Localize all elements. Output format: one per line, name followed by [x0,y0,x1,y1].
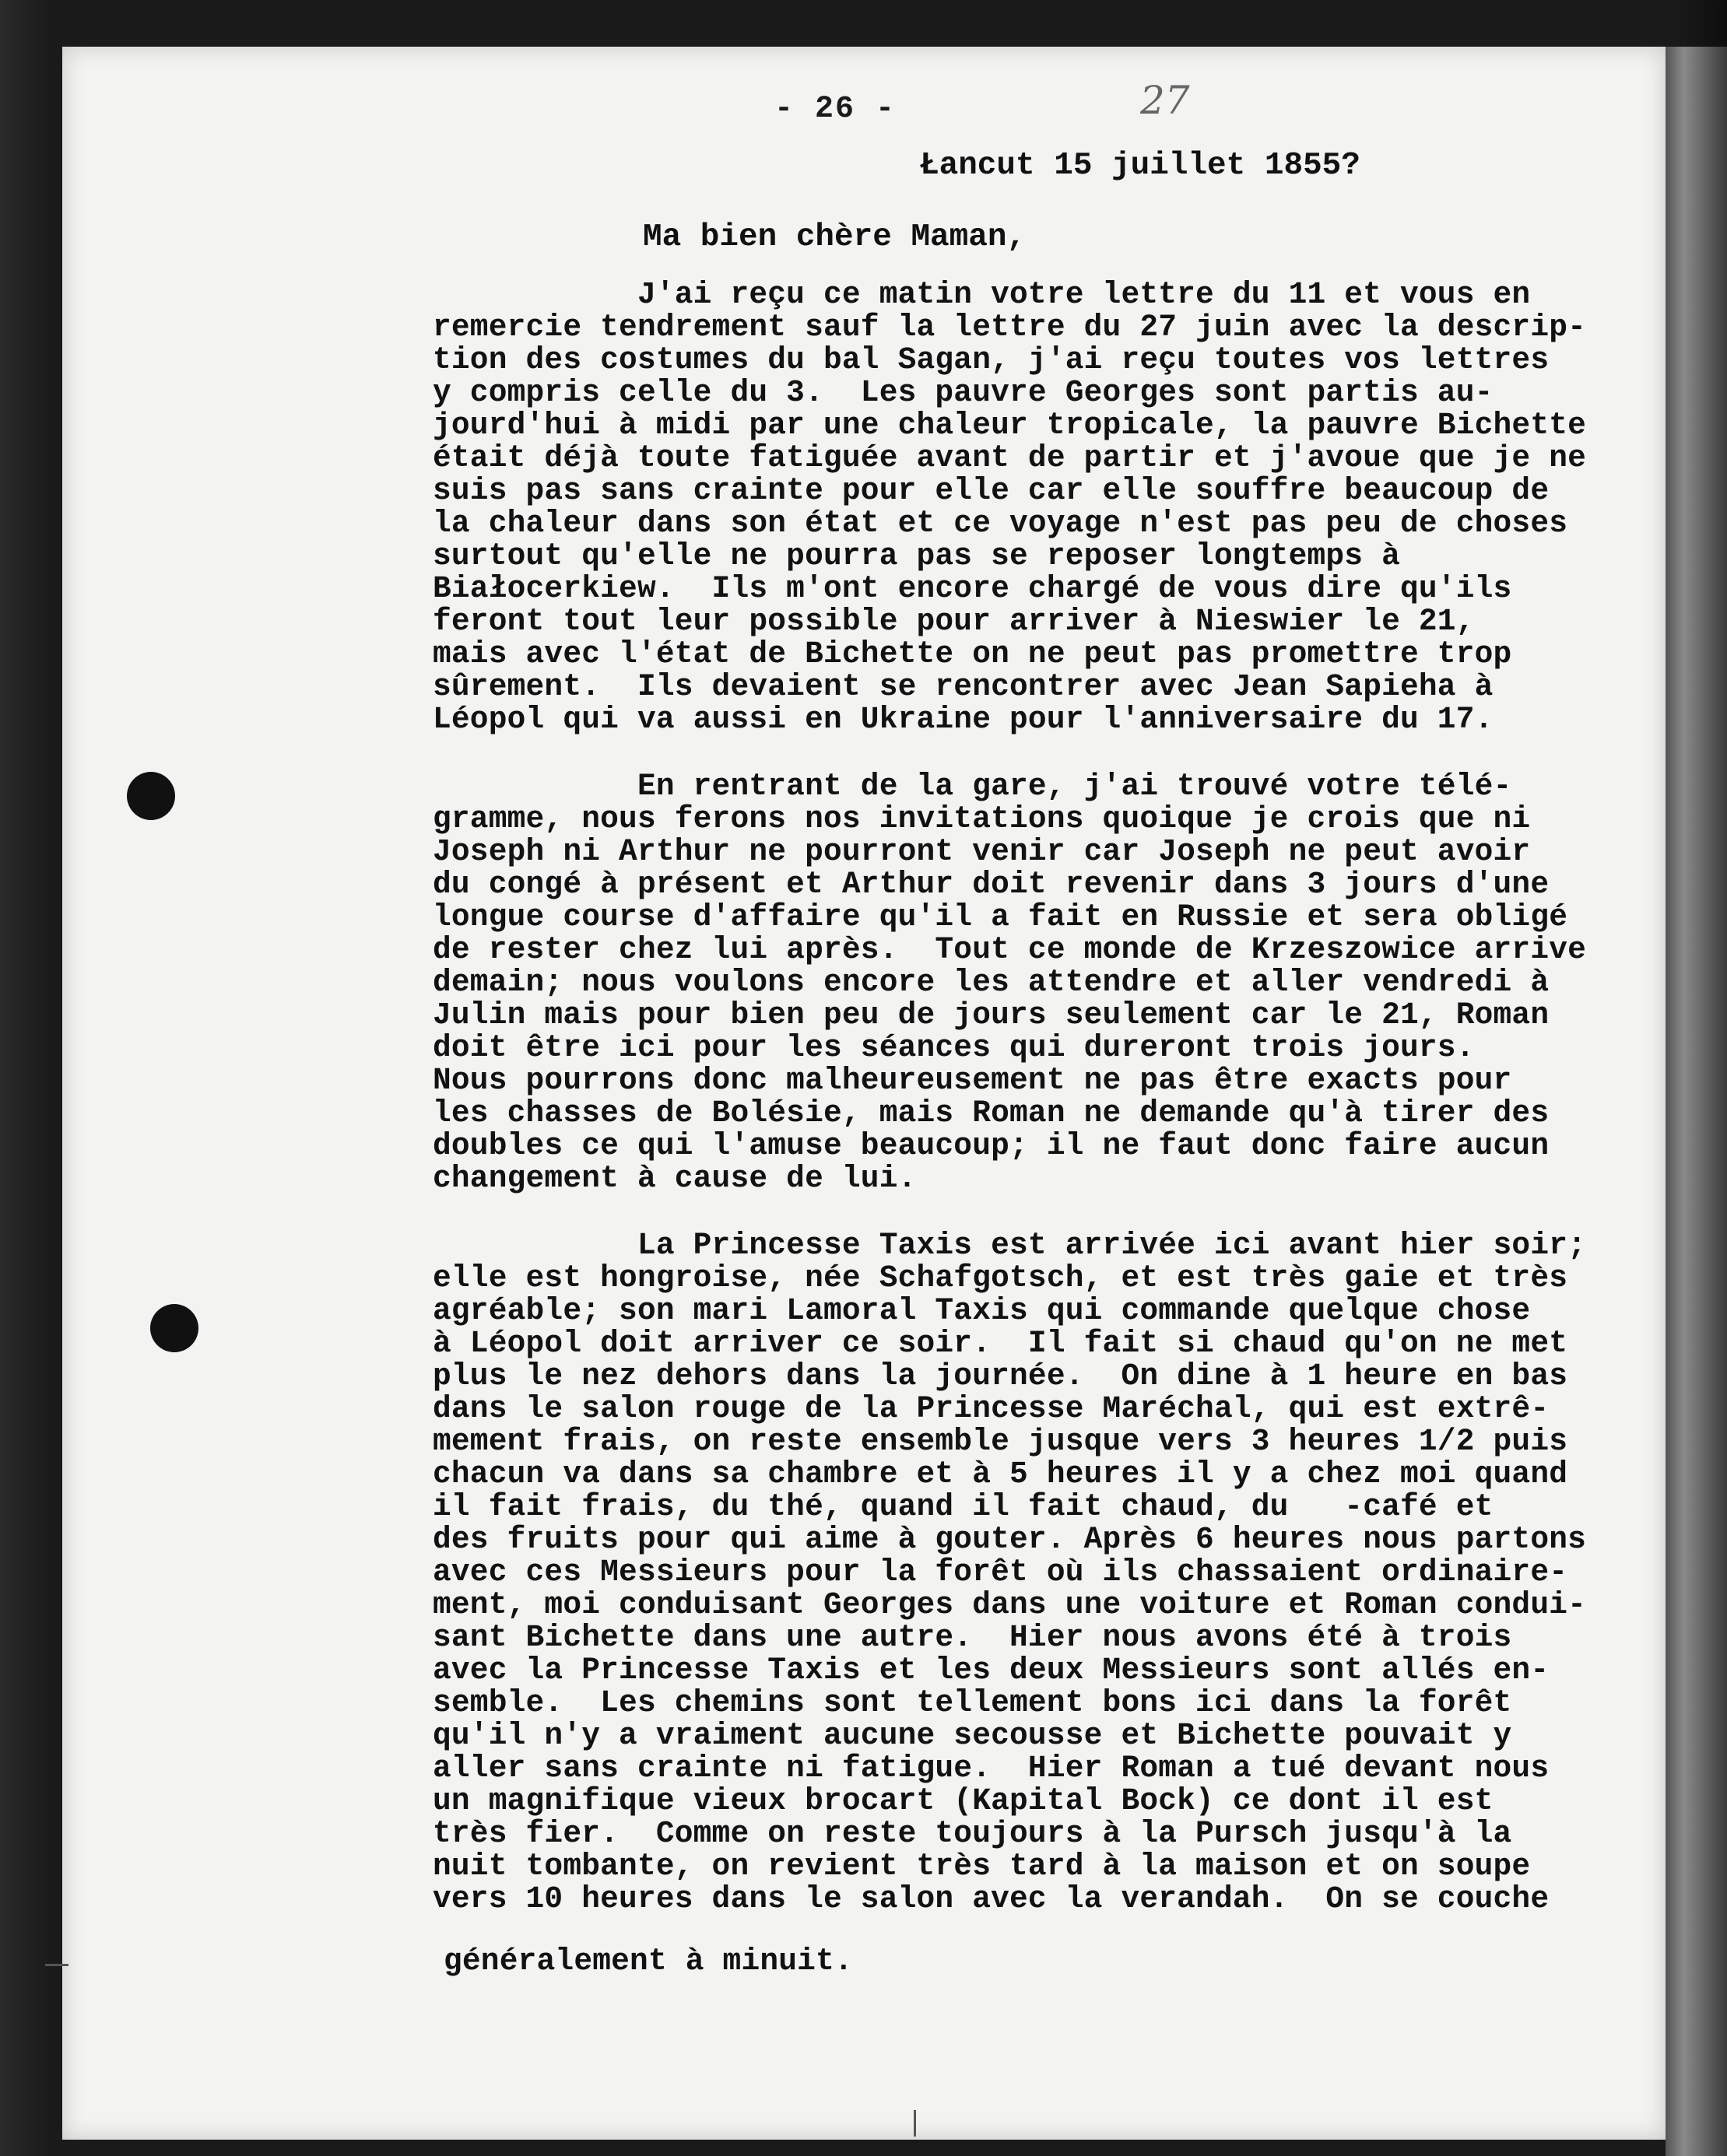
text-line: vers 10 heures dans le salon avec la verandah. On se couche [433,1881,1550,1916]
text-line: de rester chez lui après. Tout ce monde de Krzeszowice arrive [433,932,1587,967]
text-line: doit être ici pour les séances qui dureront trois jours. [433,1030,1475,1065]
text-line: dans le salon rouge de la Princesse Maréchal, qui est extrê- [433,1391,1550,1426]
text-line: chacun va dans sa chambre et à 5 heures il y a chez moi quand [433,1457,1568,1492]
text-line: elle est hongroise, née Schafgotsch, et est très gaie et très [433,1260,1568,1295]
text-line: gramme, nous ferons nos invitations quoique je crois que ni [433,801,1531,836]
text-line: y compris celle du 3. Les pauvre Georges sont partis au- [433,375,1494,410]
page-margin-mark [914,2110,916,2137]
text-line: Białocerkiew. Ils m'ont encore chargé de vous dire qu'ils [433,571,1512,606]
handwritten-page-number: 27 [1140,78,1190,123]
text-line: demain; nous voulons encore les attendre et aller vendredi à [433,965,1550,1000]
text-line: Nous pourrons donc malheureusement ne pas être exacts pour [433,1063,1512,1098]
text-line: avec la Princesse Taxis et les deux Messieurs sont allés en- [433,1653,1550,1688]
text-line: nuit tombante, on revient très tard à la maison et on soupe [433,1849,1531,1884]
closing-line: généralement à minuit. [444,1944,853,1979]
text-line: Léopol qui va aussi en Ukraine pour l'anniversaire du 17. [433,702,1494,737]
text-line: aller sans crainte ni fatigue. Hier Roman a tué devant nous [433,1751,1550,1786]
text-line: feront tout leur possible pour arriver à Nieswier le 21, [433,604,1475,639]
text-line: Julin mais pour bien peu de jours seulement car le 21, Roman [433,997,1550,1032]
text-line: suis pas sans crainte pour elle car elle souffre beaucoup de [433,473,1550,508]
text-line: des fruits pour qui aime à gouter. Après 6 heures nous partons [433,1522,1587,1557]
text-line: La Princesse Taxis est arrivée ici avant hier soir; [433,1228,1587,1263]
scan-edge-shadow [1666,47,1727,2156]
text-line: Joseph ni Arthur ne pourront venir car Joseph ne peut avoir [433,834,1531,869]
text-line: ment, moi conduisant Georges dans une voiture et Roman condui- [433,1587,1587,1622]
text-line: agréable; son mari Lamoral Taxis qui commande quelque chose [433,1293,1531,1328]
text-line: la chaleur dans son état et ce voyage n'est pas peu de choses [433,506,1568,541]
text-line: longue course d'affaire qu'il a fait en Russie et sera obligé [433,899,1568,934]
text-line: changement à cause de lui. [433,1161,917,1196]
text-line: était déjà toute fatiguée avant de partir et j'avoue que je ne [433,440,1587,475]
text-line: doubles ce qui l'amuse beaucoup; il ne faut donc faire aucun [433,1128,1550,1163]
letter-salutation: Ma bien chère Maman, [643,219,1027,255]
text-line: sûrement. Ils devaient se rencontrer avec Jean Sapieha à [433,669,1494,704]
page-margin-mark [45,1964,68,1966]
punch-hole [150,1304,198,1352]
text-line: surtout qu'elle ne pourra pas se reposer longtemps à [433,538,1401,573]
text-line: très fier. Comme on reste toujours à la Pursch jusqu'à la [433,1816,1512,1851]
text-line: En rentrant de la gare, j'ai trouvé votre télé- [433,769,1512,804]
text-line: les chasses de Bolésie, mais Roman ne demande qu'à tirer des [433,1096,1550,1131]
text-line: mement frais, on reste ensemble jusque vers 3 heures 1/2 puis [433,1424,1568,1459]
text-line: plus le nez dehors dans la journée. On dine à 1 heure en bas [433,1358,1568,1394]
text-line: semble. Les chemins sont tellement bons ici dans la forêt [433,1685,1512,1720]
text-line: jourd'hui à midi par une chaleur tropicale, la pauvre Bichette [433,408,1587,443]
text-line: il fait frais, du thé, quand il fait chaud, du -café et [433,1489,1494,1524]
text-line: à Léopol doit arriver ce soir. Il fait si chaud qu'on ne met [433,1326,1568,1361]
text-line: J'ai reçu ce matin votre lettre du 11 et vous en [433,277,1531,312]
text-line: un magnifique vieux brocart (Kapital Bock) ce dont il est [433,1783,1494,1818]
text-line: remercie tendrement sauf la lettre du 27 juin avec la descrip- [433,310,1587,345]
text-line: tion des costumes du bal Sagan, j'ai reçu toutes vos lettres [433,342,1550,377]
punch-hole [127,772,175,820]
text-line: sant Bichette dans une autre. Hier nous avons été à trois [433,1620,1512,1655]
text-line: du congé à présent et Arthur doit revenir dans 3 jours d'une [433,867,1550,902]
text-line: qu'il n'y a vraiment aucune secousse et Bichette pouvait y [433,1718,1512,1753]
letter-dateline: Łancut 15 juillet 1855? [920,148,1360,184]
text-line: avec ces Messieurs pour la forêt où ils chassaient ordinaire- [433,1555,1568,1590]
text-line: mais avec l'état de Bichette on ne peut pas promettre trop [433,636,1512,671]
page-number: - 26 - [774,92,897,127]
